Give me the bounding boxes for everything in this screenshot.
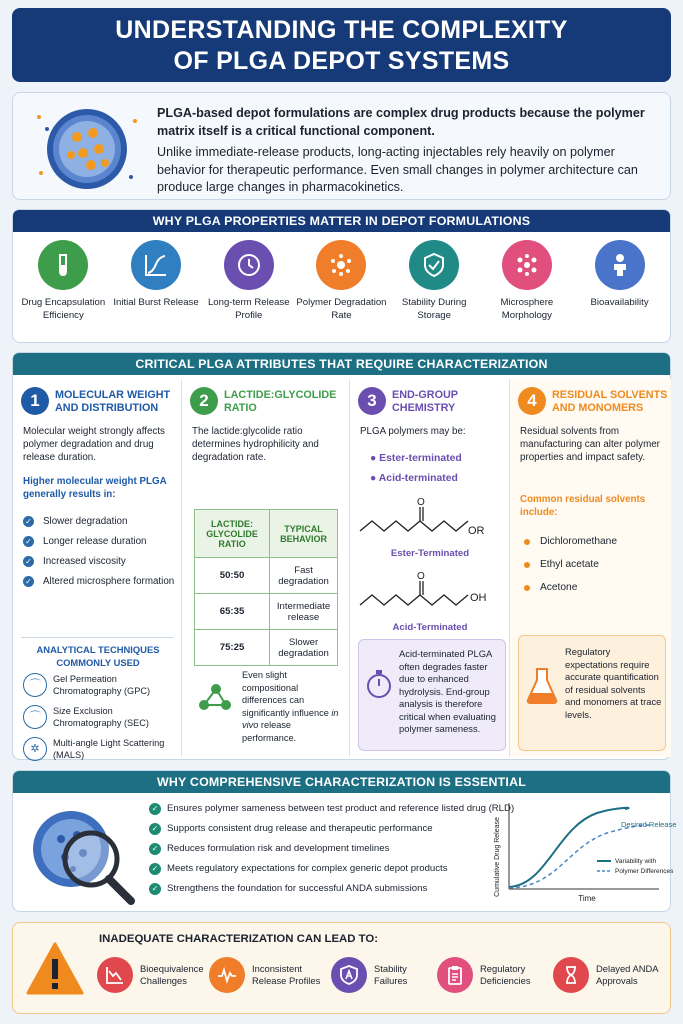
hourglass-icon — [553, 957, 589, 993]
chart-down-icon — [97, 957, 133, 993]
intro-lead: PLGA-based depot formulations are complex drug products because the polymer matrix itself is a critical functional component. — [157, 106, 645, 138]
end-group-types — [370, 449, 462, 489]
acid-structure — [356, 569, 506, 619]
clock-icon — [224, 240, 274, 290]
techniques-heading-line: COMMONLY USED — [56, 657, 140, 668]
consequence-label-line: Bioequivalence — [140, 963, 204, 974]
attribute-text: Molecular weight strongly affects polymer degradation and drug release duration. — [23, 426, 165, 463]
attribute-title — [392, 389, 458, 415]
chart-legend-line-2: Polymer Differences — [615, 868, 674, 875]
why-properties-section — [12, 209, 671, 343]
attribute-molecular-weight — [13, 379, 181, 760]
attribute-title-line: AND DISTRIBUTION — [55, 402, 159, 414]
list-item — [23, 535, 179, 549]
critical-attributes-section — [12, 352, 671, 760]
consequence-label — [252, 963, 320, 987]
property-label: Long-term Release Profile — [207, 297, 290, 321]
why-properties-heading: WHY PLGA PROPERTIES MATTER IN DEPOT FORMULATIONS — [13, 210, 670, 232]
chart-x-label: Time — [578, 894, 596, 903]
check-icon: ✓ — [23, 556, 34, 567]
ester-structure — [356, 495, 506, 545]
property-label: Initial Burst Release — [113, 297, 199, 308]
technique-item — [23, 705, 179, 729]
attribute-text: PLGA polymers may be: — [360, 426, 466, 437]
behavior-cell: Fast degradation — [270, 558, 338, 594]
consequence-label-line: Stability — [374, 963, 407, 974]
ratio-cell: 65:35 — [195, 594, 270, 630]
particles-icon — [316, 240, 366, 290]
clipboard-icon — [437, 957, 473, 993]
warning-icon — [25, 941, 85, 997]
person-icon — [595, 240, 645, 290]
essential-heading: WHY COMPREHENSIVE CHARACTERIZATION IS ESSENTIAL — [13, 771, 670, 793]
ester-group-label: OR — [468, 525, 485, 537]
critical-heading: CRITICAL PLGA ATTRIBUTES THAT REQUIRE CHARACTERIZATION — [13, 353, 670, 375]
technique-label: Size Exclusion Chromatography (SEC) — [53, 706, 149, 728]
list-item-text: Strengthens the foundation for successful ANDA submissions — [167, 883, 428, 894]
list-item — [23, 575, 179, 589]
consequence-label-line: Delayed ANDA — [596, 963, 659, 974]
property-label: Bioavailability — [590, 297, 649, 308]
end-group-type: ● Ester-terminated — [370, 453, 462, 464]
list-item-text: Longer release duration — [43, 536, 147, 547]
chart-desired-label: Desired Release — [621, 820, 677, 829]
techniques-heading — [23, 643, 173, 669]
chart-y-label: Cumulative Drug Release — [494, 817, 501, 897]
stopwatch-icon — [365, 668, 393, 700]
technique-label: Gel Permeation Chromatography (GPC) — [53, 674, 151, 696]
ratio-note-text: release performance. — [242, 720, 297, 743]
list-item-text: Ensures polymer sameness between test product and reference listed drug (RLD) — [167, 803, 515, 814]
table-row — [195, 594, 338, 630]
attribute-title-line: MOLECULAR WEIGHT — [55, 389, 171, 401]
list-item — [149, 883, 514, 895]
property-label: Microsphere Morphology — [500, 297, 554, 321]
end-group-note: Acid-terminated PLGA often degrades faster due to enhanced hydrolysis. End-group analysis is therefore critical when evaluating polymer sameness. — [399, 648, 496, 734]
consequence-label-line: Release Profiles — [252, 975, 321, 986]
property-item — [203, 240, 295, 322]
check-icon: ✓ — [23, 576, 34, 587]
end-group-type-label: Acid-terminated — [378, 473, 458, 484]
title-line-2: OF PLGA DEPOT SYSTEMS — [173, 47, 510, 75]
ratio-table — [194, 509, 338, 666]
check-icon: ✓ — [149, 823, 161, 835]
intro-body: Unlike immediate-release products, long-acting injectables rely heavily on polymer behavior for therapeutic performance. Even small changes in polymer architecture can produce large changes in pharmacokinetics. — [157, 145, 638, 194]
list-item-text: Acetone — [540, 582, 578, 593]
list-item — [520, 535, 666, 549]
consequence-item — [331, 957, 407, 993]
behavior-cell: Intermediate release — [270, 594, 338, 630]
property-label: Polymer Degradation Rate — [296, 297, 387, 321]
consequence-label — [596, 963, 659, 987]
list-item-text: Slower degradation — [43, 516, 128, 527]
table-row — [195, 558, 338, 594]
consequence-label-line: Failures — [374, 975, 408, 986]
attribute-subheading: Common residual solvents include: — [520, 494, 646, 518]
consequence-label-line: Inconsistent — [252, 963, 303, 974]
list-item-text: Altered microsphere formation — [43, 576, 175, 587]
end-group-note-box — [358, 639, 506, 751]
warning-heading: INADEQUATE CHARACTERIZATION CAN LEAD TO: — [99, 933, 379, 945]
consequence-item — [553, 957, 659, 993]
attribute-title — [552, 389, 667, 415]
attribute-title-line: RESIDUAL SOLVENTS — [552, 389, 668, 401]
technique-item — [23, 673, 179, 697]
end-group-type: ● Acid-terminated — [370, 473, 458, 484]
consequence-label-line: Deficiencies — [480, 975, 531, 986]
attribute-text: The lactide:glycolide ratio determines hydrophilicity and degradation rate. — [192, 426, 319, 463]
attribute-title-line: RATIO — [224, 402, 257, 414]
release-chart — [487, 797, 677, 907]
solvent-note-box — [518, 635, 666, 751]
list-item-text: Supports consistent drug release and therapeutic performance — [167, 823, 433, 834]
consequence-item — [97, 957, 204, 993]
attribute-lactide-glycolide — [181, 379, 349, 757]
ratio-cell: 50:50 — [195, 558, 270, 594]
end-group-type-label: Ester-terminated — [379, 453, 462, 464]
attribute-subheading: Higher molecular weight PLGA generally results in: — [23, 476, 167, 500]
chart-legend-line-1: Variability with — [615, 858, 657, 865]
check-icon: ✓ — [149, 883, 161, 895]
bullet-dot — [524, 539, 530, 545]
attribute-number: 2 — [190, 387, 218, 415]
property-label: Drug Encapsulation Efficiency — [21, 297, 106, 321]
acid-label: Acid-Terminated — [392, 622, 468, 633]
list-item — [149, 803, 514, 815]
check-icon: ✓ — [23, 516, 34, 527]
intro-card — [12, 92, 671, 200]
attribute-end-group — [349, 379, 509, 757]
attribute-title-line: CHEMISTRY — [392, 402, 456, 414]
check-icon: ✓ — [149, 863, 161, 875]
attribute-number: 1 — [21, 387, 49, 415]
technique-item — [23, 737, 179, 761]
ratio-note-emphasis: in vivo — [242, 707, 339, 730]
list-item — [520, 558, 666, 572]
list-item-text: Increased viscosity — [43, 556, 126, 567]
ratio-table-header: LACTIDE: GLYCOLIDE RATIO — [195, 510, 270, 558]
consequence-item — [209, 957, 320, 993]
ratio-note — [242, 669, 342, 744]
property-item — [295, 240, 387, 322]
consequence-label-line: Challenges — [140, 975, 187, 986]
attribute-text: Residual solvents from manufacturing can alter polymer properties and impact safety. — [520, 426, 660, 463]
list-item — [23, 515, 179, 529]
property-item — [17, 240, 109, 322]
technique-icon: ⌒ — [23, 705, 47, 729]
technique-icon: ⌒ — [23, 673, 47, 697]
list-item — [149, 823, 514, 835]
ratio-table-header: TYPICAL BEHAVIOR — [270, 510, 338, 558]
essential-section — [12, 770, 677, 912]
list-item — [149, 843, 514, 855]
consequence-label-line: Approvals — [596, 975, 638, 986]
ratio-note-text: Even slight compositional differences can significantly influence — [242, 670, 332, 718]
property-label: Stability During Storage — [401, 297, 467, 321]
attribute-number: 4 — [518, 387, 546, 415]
attribute-title-line: END-GROUP — [392, 389, 458, 401]
check-icon: ✓ — [149, 843, 161, 855]
techniques-heading-line: ANALYTICAL TECHNIQUES — [36, 644, 160, 655]
list-item-text: Meets regulatory expectations for complex generic depot products — [167, 863, 448, 874]
attribute-title — [55, 389, 170, 415]
behavior-cell: Slower degradation — [270, 630, 338, 666]
molecule-icon — [194, 677, 234, 717]
ester-carbonyl-o: O — [417, 497, 425, 508]
list-item-text: Reduces formulation risk and development timelines — [167, 843, 390, 854]
consequence-label — [480, 963, 531, 987]
table-row — [195, 630, 338, 666]
attribute-number: 3 — [358, 387, 386, 415]
ratio-cell: 75:25 — [195, 630, 270, 666]
title-line-1: UNDERSTANDING THE COMPLEXITY — [115, 16, 568, 44]
check-icon: ✓ — [23, 536, 34, 547]
consequence-item — [437, 957, 531, 993]
microsphere-illustration — [27, 97, 147, 197]
list-item-text: Ethyl acetate — [540, 559, 599, 570]
property-item — [481, 240, 573, 322]
test-tube-icon — [38, 240, 88, 290]
shield-check-icon — [409, 240, 459, 290]
check-icon: ✓ — [149, 803, 161, 815]
consequence-label — [140, 963, 204, 987]
flask-icon — [525, 666, 559, 706]
bullet-dot — [524, 585, 530, 591]
attribute-title-line: AND MONOMERS — [552, 402, 644, 414]
consequence-label-line: Regulatory — [480, 963, 526, 974]
property-item — [388, 240, 480, 322]
shield-alert-icon — [331, 957, 367, 993]
pulse-icon — [209, 957, 245, 993]
technique-icon: ✲ — [23, 737, 47, 761]
acid-group-label: OH — [470, 592, 487, 604]
list-item — [149, 863, 514, 875]
list-item-text: Dichloromethane — [540, 536, 618, 547]
attribute-residual-solvents — [509, 379, 671, 757]
ester-label: Ester-Terminated — [390, 548, 470, 559]
property-item — [574, 240, 666, 322]
property-item — [110, 240, 202, 322]
warning-section — [12, 922, 671, 1014]
attribute-title — [224, 389, 336, 415]
consequence-label — [374, 963, 407, 987]
microsphere-icon — [502, 240, 552, 290]
attribute-title-line: LACTIDE:GLYCOLIDE — [224, 389, 337, 401]
list-item — [520, 581, 666, 595]
curve-chart-icon — [131, 240, 181, 290]
list-item — [23, 555, 179, 569]
solvent-note: Regulatory expectations require accurate quantification of residual solvents and monomers at trace levels. — [565, 646, 662, 720]
page-title — [12, 8, 671, 82]
bullet-dot — [524, 562, 530, 568]
divider — [21, 637, 173, 638]
magnifier-illustration — [21, 799, 141, 909]
acid-carbonyl-o: O — [417, 571, 425, 582]
technique-label: Multi-angle Light Scattering (MALS) — [53, 738, 165, 760]
